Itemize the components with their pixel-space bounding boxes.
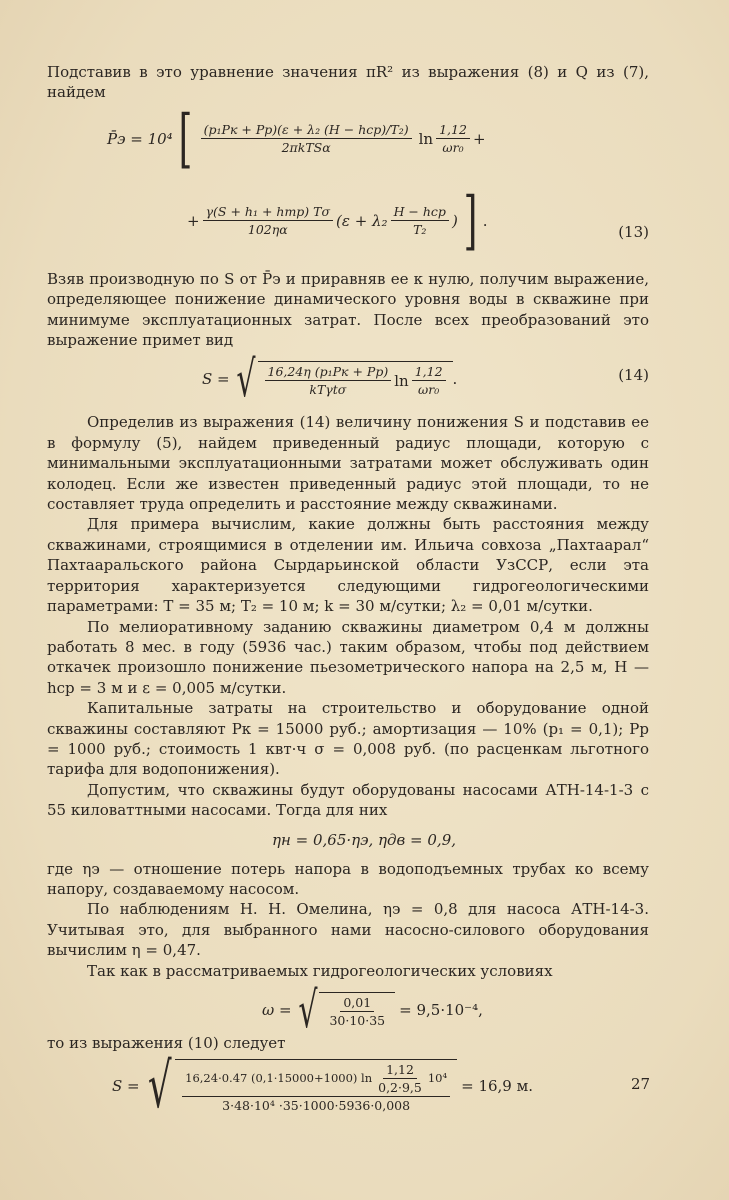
para-example: Для примера вычислим, какие должны быть расстояния между скважинами, строящимися в отделении им. Ильича совхоза „Пахтаарал“ Пахтааральского района Сырдарьинской области УзССР, если эта территория характеризуется следующими гидрогеологическими параметрами: T = 35 м; T₂ = 10 м; k = 30 м/сутки; λ₂ = 0,01 м/сутки.	[47, 515, 649, 616]
eq-s-sqrt	[140, 1049, 457, 1123]
eq-omega-radical-icon: √	[297, 981, 318, 1039]
eq13-epsilon: (ε + λ₂	[336, 211, 388, 230]
eq13-term2-tail-num: H − hср	[391, 204, 449, 221]
eq14-number: (14)	[618, 366, 649, 385]
eq-s-num	[182, 1062, 450, 1097]
equation-s-final	[47, 1049, 649, 1133]
eq14-radical-icon: √	[236, 350, 256, 409]
eq-omega-sqrt	[292, 981, 396, 1039]
eq-s-radical-icon: √	[147, 1049, 172, 1123]
eq13-line1	[107, 101, 486, 176]
equation-14	[47, 350, 649, 412]
eq14-log-num: 1,12	[412, 364, 446, 381]
eq13-term2-tail	[391, 204, 449, 237]
eq13-term2-den: 102ηα	[247, 222, 288, 238]
eq-s-rhs: = 16,9 м.	[461, 1077, 534, 1096]
eq13-log1-den: ωr₀	[442, 140, 464, 156]
para-omelin: По наблюдениям Н. Н. Омелина, ηэ = 0,8 для насоса АТН-14-3. Учитывая это, для выбранного нами насосно-силового оборудования вычислим η = 0,47.	[47, 900, 649, 960]
eq13-term1-num: (p₁Pк + Pр)(ε + λ₂ (H − hср)/T₂)	[201, 122, 412, 139]
para-eta-note: где ηэ — отношение потерь напора в водоподъемных трубах ко всему напору, создаваемому насосом.	[47, 859, 649, 898]
eq14-period: .	[452, 370, 458, 389]
eq13-close-paren: )	[451, 211, 458, 230]
eq-omega-num: 0,01	[340, 995, 374, 1012]
eq-omega-lhs: ω =	[262, 1001, 292, 1019]
eq13-line2	[187, 183, 488, 258]
eq14-den: kTγtσ	[309, 382, 347, 398]
para-intro: Подставив в это уравнение значения πR² из выражения (8) и Q из (7), найдем	[47, 63, 649, 102]
para-follows: то из выражения (10) следует	[47, 1034, 286, 1052]
eq-s-log	[375, 1062, 425, 1095]
eq13-term2-tail-den: T₂	[413, 222, 427, 238]
eq13-close-bracket: ]	[463, 183, 478, 258]
eq13-open-bracket: [	[178, 101, 193, 176]
eq13-lhs: P̄э = 10⁴	[107, 129, 173, 148]
para-conditions: Так как в рассматриваемых гидрогеологических условиях	[87, 961, 553, 980]
eq13-term2	[203, 204, 333, 237]
eq-omega-row	[262, 981, 483, 1039]
eq14-ln: ln	[394, 371, 409, 390]
eq13-term1-den: 2πkTSα	[281, 140, 331, 156]
eq13-plus: +	[472, 129, 486, 148]
eq-omega-radicand	[319, 992, 395, 1028]
eq13-term1	[201, 122, 412, 155]
eq13-log1	[436, 122, 470, 155]
equation-eta	[47, 821, 649, 859]
eq14-lhs: S =	[202, 370, 230, 389]
eq13-number: (13)	[618, 222, 649, 241]
para-melioration: По мелиоративному заданию скважины диаметром 0,4 м должны работать 8 мес. в году (5936 час.) таким образом, чтобы под действием откачек произошло понижение пьезометрического напора на 2,5 м, H — hср = 3 м и ε = 0,005 м/сутки.	[47, 617, 649, 697]
eq14-sqrt	[230, 350, 453, 409]
eq13-ln: ln	[418, 129, 434, 148]
eq14-log	[412, 364, 446, 397]
eq-omega-frac	[326, 995, 388, 1028]
eq-s-lhs: S =	[112, 1077, 140, 1096]
eq-s-radicand	[175, 1059, 457, 1113]
para-capital: Капитальные затраты на строительство и оборудование одной скважины составляют Pк = 15000 руб.; амортизация — 10% (p₁ = 0,1); Pр = 1000 руб.; стоимость 1 квт·ч σ = 0,008 руб. (по расценкам льготного тарифа для водопонижения).	[47, 699, 649, 779]
para-derivative: Взяв производную по S от P̄э и приравняв ее к нулю, получим выражение, определяющее понижение динамического уровня воды в скважине при минимуме эксплуатационных затрат. После всех преобразований это выражение примет вид	[47, 269, 649, 350]
page-number: 27	[631, 1075, 651, 1093]
eq-s-num-b: 10⁴	[427, 1071, 448, 1086]
eq13-log1-num: 1,12	[436, 122, 470, 139]
eq13-period: .	[482, 211, 488, 230]
equation-omega	[47, 981, 649, 1039]
eq14-row	[202, 350, 458, 409]
eq13-term2-num: γ(S + h₁ + hтр) Tσ	[203, 204, 333, 221]
eq-s-log-den: 0,2·9,5	[378, 1080, 422, 1096]
equation-13	[47, 103, 649, 269]
eq-s-row	[112, 1049, 534, 1123]
eq-omega-rhs: = 9,5·10⁻⁴,	[399, 1001, 483, 1019]
eq-s-log-num: 1,12	[383, 1062, 417, 1079]
eq-eta: ηн = 0,65·ηэ, ηдв = 0,9,	[272, 830, 457, 849]
eq13-plus2: +	[187, 211, 200, 230]
para-pumps: Допустим, что скважины будут оборудованы насосами АТН-14-1-3 с 55 киловаттными насосами. Тогда для них	[47, 780, 649, 820]
para-determined: Определив из выражения (14) величину понижения S и подставив ее в формулу (5), найдем приведенный радиус площади, которую с минимальными эксплуатационными затратами может обслуживать один колодец. Если же известен приведенный радиус этой площади, то не составляет труда определить и расстояние между скважинами.	[47, 413, 649, 514]
eq-s-den: 3·48·10⁴ ·35·1000·5936·0,008	[222, 1098, 411, 1114]
eq14-log-den: ωr₀	[418, 382, 440, 398]
eq-omega-den: 30·10·35	[329, 1013, 386, 1028]
eq14-num: 16,24η (p₁Pк + Pр)	[265, 364, 392, 381]
eq-s-frac	[182, 1062, 450, 1113]
eq14-frac	[265, 364, 392, 397]
eq14-radicand	[258, 361, 453, 397]
eq-s-num-a: 16,24·0.47 (0,1·15000+1000) ln	[185, 1071, 373, 1086]
